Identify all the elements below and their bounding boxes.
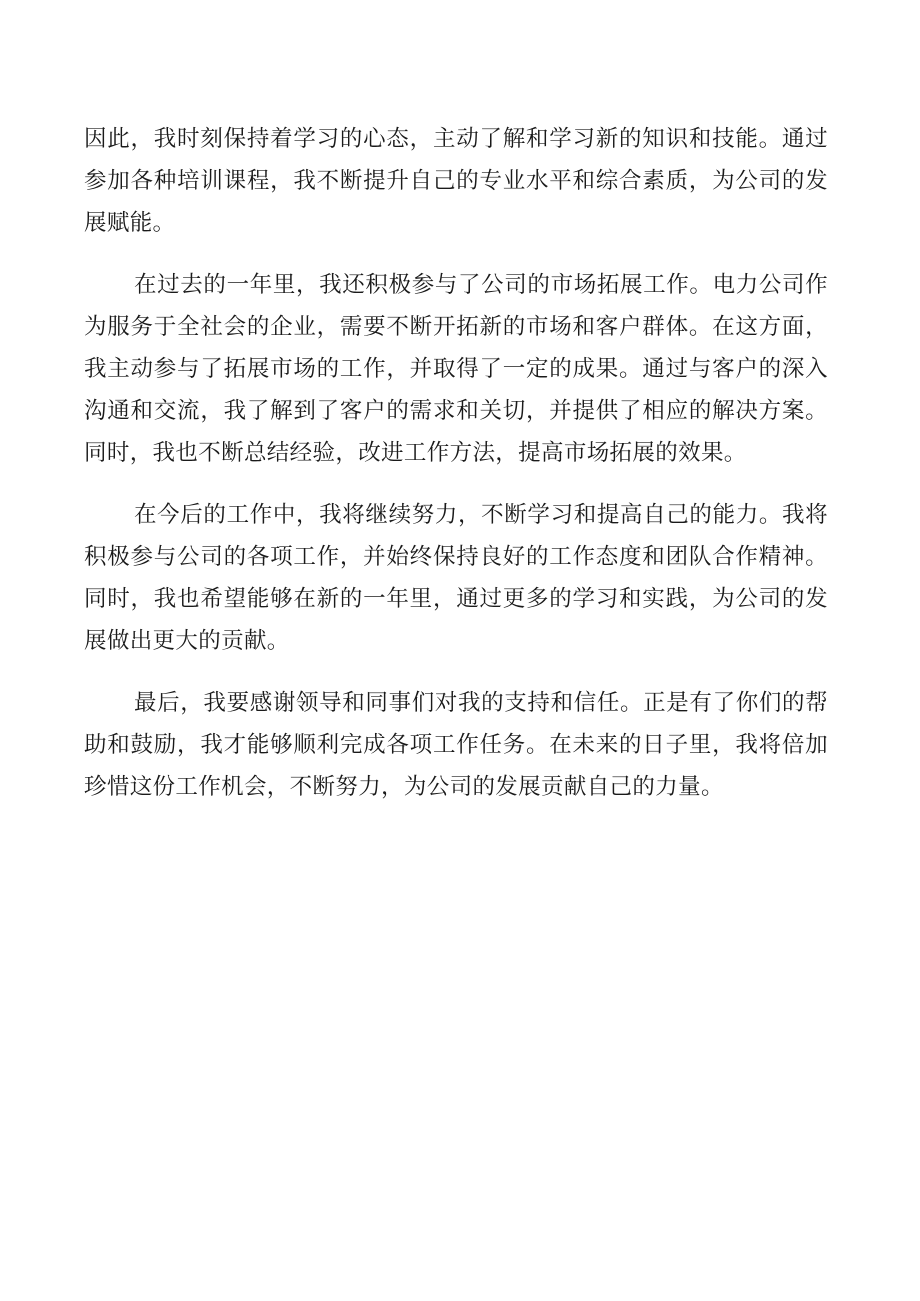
text-line: 参加各种培训课程，我不断提升自己的专业水平和综合素质，为公司的发 [84,168,828,194]
paragraph-2 [84,264,828,474]
text-line: 助和鼓励，我才能够顺利完成各项工作任务。在未来的日子里，我将倍加 [84,732,828,758]
text-line: 展赋能。 [84,210,176,236]
text-line: 同时，我也希望能够在新的一年里，通过更多的学习和实践，为公司的发 [84,586,828,612]
paragraph-gap [84,474,828,494]
paragraph-4 [84,682,828,808]
text-line: 因此，我时刻保持着学习的心态，主动了解和学习新的知识和技能。通过 [84,126,828,152]
text-line: 沟通和交流，我了解到了客户的需求和关切，并提供了相应的解决方案。 [84,398,828,424]
paragraph-gap [84,662,828,682]
text-line: 同时，我也不断总结经验，改进工作方法，提高市场拓展的效果。 [84,440,747,466]
document-body [84,118,828,808]
text-line: 积极参与公司的各项工作，并始终保持良好的工作态度和团队合作精神。 [84,544,828,570]
paragraph-1 [84,118,828,244]
text-line: 珍惜这份工作机会，不断努力，为公司的发展贡献自己的力量。 [84,774,724,800]
text-line: 为服务于全社会的企业，需要不断开拓新的市场和客户群体。在这方面， [84,314,828,340]
text-line: 展做出更大的贡献。 [84,628,290,654]
paragraph-3 [84,494,828,662]
text-line: 在过去的一年里，我还积极参与了公司的市场拓展工作。电力公司作 [134,272,828,298]
paragraph-gap [84,244,828,264]
text-line: 我主动参与了拓展市场的工作，并取得了一定的成果。通过与客户的深入 [84,356,828,382]
text-line: 在今后的工作中，我将继续努力，不断学习和提高自己的能力。我将 [134,502,828,528]
text-line: 最后，我要感谢领导和同事们对我的支持和信任。正是有了你们的帮 [134,690,828,716]
